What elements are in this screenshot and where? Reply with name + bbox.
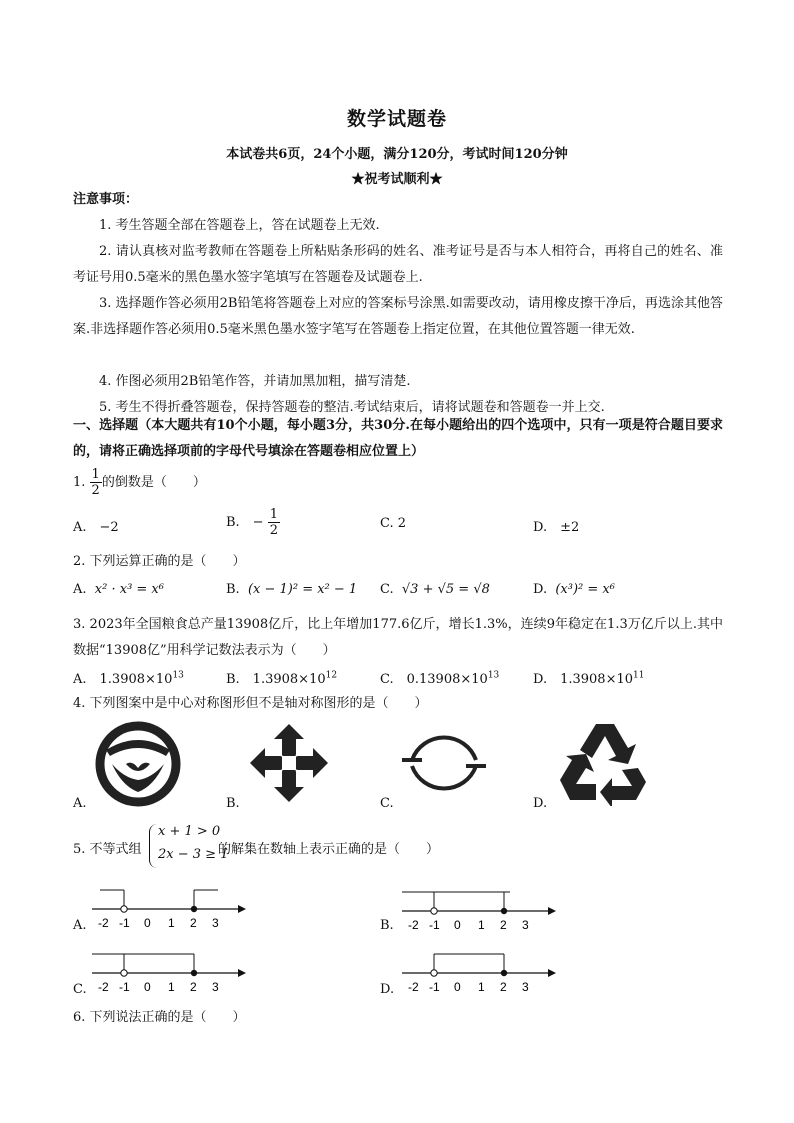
- q5-brace: [149, 824, 158, 868]
- tick-label: -1: [119, 980, 130, 994]
- q3-b-base: B. 1.3908×10: [226, 672, 326, 687]
- q2-option-d: [533, 582, 615, 597]
- q2-d-expr: (x³)² = x⁶: [555, 582, 615, 597]
- q3-option-b: [226, 668, 337, 687]
- q1-b-sign: B. −: [226, 515, 264, 530]
- note-item-5: 5. 考生不得折叠答题卷，保持答题卷的整洁.考试结束后，请将试题卷和答题卷一并上交.: [99, 400, 605, 415]
- q5-label-b: B.: [380, 918, 394, 933]
- question-1: [73, 467, 206, 498]
- q1-frac-num: 1: [91, 467, 100, 482]
- notes-heading: 注意事项：: [73, 192, 139, 207]
- q5-numberline-c: [88, 946, 248, 994]
- tick-label: 3: [522, 918, 529, 932]
- q2-c-expr: √3 + √5 = √8: [401, 582, 490, 597]
- tick-label: 0: [454, 980, 461, 994]
- q4-label-b: B.: [226, 796, 240, 811]
- tick-label: -1: [119, 916, 130, 930]
- question-3: 3. 2023年全国粮食总产量13908亿斤，比上年增加177.6亿斤，增长1.3%，连续9年稳定在1.3万亿斤以上.其中数据“13908亿”用科学记数法表示为（ ）: [73, 617, 723, 658]
- tick-label: -2: [98, 980, 109, 994]
- q4-figure-b: [248, 722, 330, 804]
- q3-a-base: A. 1.3908×10: [73, 672, 173, 687]
- q3-c-base: C. 0.13908×10: [380, 672, 488, 687]
- question-2: 2. 下列运算正确的是（ ）: [73, 554, 246, 569]
- q1-frac-den: 2: [91, 483, 100, 498]
- q4-figure-d: [556, 720, 650, 806]
- tick-label: 2: [190, 980, 197, 994]
- q2-option-b: [226, 582, 357, 597]
- q5-numberline-b: [398, 884, 558, 932]
- question-5: [73, 838, 142, 857]
- note-item-2: 2. 请认真核对监考教师在答题卷上所粘贴条形码的姓名、准考证号是否与本人相符合，再将自己的姓名、准考证号用0.5毫米的黑色墨水签字笔填写在答题卷及试题卷上.: [73, 244, 723, 285]
- q1-fraction: [90, 467, 102, 498]
- q1-number: 1.: [73, 475, 86, 490]
- q5-label-d: D.: [380, 982, 395, 997]
- q2-a-expr: x² · x³ = x⁶: [94, 582, 164, 597]
- tick-label: 3: [522, 980, 529, 994]
- q4-figure-c: [398, 720, 490, 806]
- q1-option-a: A. −2: [73, 520, 119, 535]
- tick-label: 3: [212, 980, 219, 994]
- q4-label-d: D.: [533, 796, 548, 811]
- tick-label: -2: [408, 980, 419, 994]
- q3-option-c: [380, 668, 499, 687]
- tick-label: 1: [168, 980, 175, 994]
- q2-b-label: B.: [226, 582, 240, 597]
- q2-b-expr: (x − 1)² = x² − 1: [247, 582, 358, 597]
- q2-c-label: C.: [380, 582, 394, 597]
- tick-label: 0: [144, 980, 151, 994]
- q1-option-b: [226, 507, 280, 538]
- tick-label: 0: [454, 918, 461, 932]
- q3-b-exp: 12: [325, 670, 338, 681]
- q1-b-num: 1: [269, 507, 279, 522]
- q3-d-base: D. 1.3908×10: [533, 672, 634, 687]
- q4-label-c: C.: [380, 796, 394, 811]
- q3-d-exp: 11: [633, 670, 645, 681]
- q1-option-c: C. 2: [380, 516, 407, 531]
- q5-label-a: A.: [73, 918, 87, 933]
- tick-label: 2: [190, 916, 197, 930]
- q5-ineq-1: x + 1 > 0: [158, 824, 221, 839]
- note-item-3: 3. 选择题作答必须用2B铅笔将答题卷上对应的答案标号涂黑.如需要改动，请用橡皮擦干净后，再选涂其他答案.非选择题作答必须用0.5毫米黑色墨水签字笔写在答题卷上指定位置，在其他位置答题一律无效.: [73, 296, 723, 337]
- tick-label: 2: [500, 918, 507, 932]
- q3-a-exp: 13: [172, 670, 184, 681]
- q5-numberline-a: [88, 882, 248, 930]
- q5-number: 5. 不等式组: [73, 842, 142, 857]
- tick-label: 1: [478, 918, 485, 932]
- tick-label: -2: [408, 918, 419, 932]
- q1-b-den: 2: [269, 523, 279, 538]
- q2-d-label: D.: [533, 582, 548, 597]
- tick-label: 2: [500, 980, 507, 994]
- wish-line: ★祝考试顺利★: [351, 172, 443, 187]
- tick-label: -1: [429, 980, 440, 994]
- q1-option-d: D. ±2: [533, 520, 580, 535]
- tick-label: 1: [478, 980, 485, 994]
- q1-b-fraction: [268, 507, 280, 538]
- tick-label: -1: [429, 918, 440, 932]
- q4-figure-a: [92, 720, 184, 808]
- q5-label-c: C.: [73, 982, 87, 997]
- q2-option-a: [73, 582, 164, 597]
- page-title: 数学试题卷: [346, 108, 447, 130]
- tick-label: 3: [212, 916, 219, 930]
- section-heading: 一、选择题（本大题共有10个小题，每小题3分，共30分.在每小题给出的四个选项中，只有一项是符合题目要求的，请将正确选择项前的字母代号填涂在答题卷相应位置上）: [73, 418, 723, 459]
- q4-label-a: A.: [73, 796, 87, 811]
- tick-label: 1: [168, 916, 175, 930]
- question-6: 6. 下列说法正确的是（ ）: [73, 1010, 246, 1025]
- exam-info: 本试卷共6页，24个小题，满分120分，考试时间120分钟: [226, 147, 568, 162]
- q5-ineq-2: 2x − 3 ≥ 1: [158, 847, 229, 862]
- question-4: 4. 下列图案中是中心对称图形但不是轴对称图形的是（ ）: [73, 696, 428, 711]
- note-item-1: 1. 考生答题全部在答题卷上，答在试题卷上无效.: [99, 218, 380, 233]
- tick-label: 0: [144, 916, 151, 930]
- q3-option-a: [73, 668, 184, 687]
- q1-stem: 的倒数是（ ）: [101, 475, 206, 490]
- q2-a-label: A.: [73, 582, 87, 597]
- q5-stem: 的解集在数轴上表示正确的是（ ）: [218, 842, 440, 857]
- q3-c-exp: 13: [487, 670, 500, 681]
- tick-label: -2: [98, 916, 109, 930]
- q2-option-c: [380, 582, 490, 597]
- q3-option-d: [533, 668, 644, 687]
- note-item-4: 4. 作图必须用2B铅笔作答，并请加黑加粗，描写清楚.: [99, 374, 411, 389]
- q5-numberline-d: [398, 946, 558, 994]
